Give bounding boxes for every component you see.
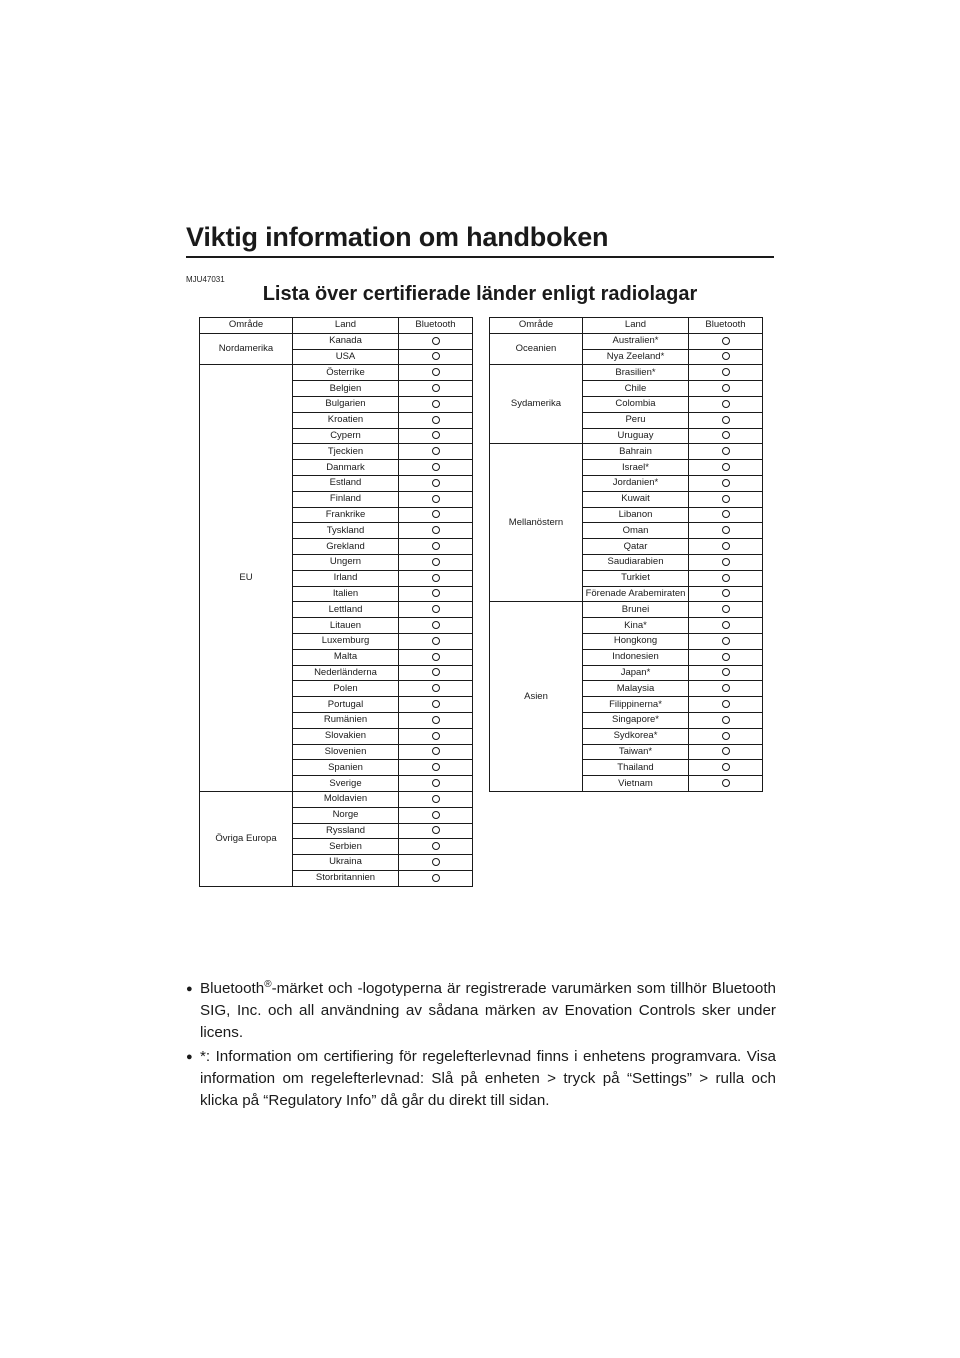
- country-cell: Uruguay: [583, 428, 689, 444]
- bluetooth-cell: [689, 776, 763, 792]
- certified-circle-icon: [722, 542, 730, 550]
- bullet-icon: ●: [186, 1051, 193, 1063]
- certified-circle-icon: [722, 352, 730, 360]
- bluetooth-cell: [399, 475, 473, 491]
- country-cell: Ryssland: [293, 823, 399, 839]
- country-cell: Grekland: [293, 539, 399, 555]
- country-cell: Slovenien: [293, 744, 399, 760]
- country-cell: Australien*: [583, 333, 689, 349]
- region-cell: EU: [200, 365, 293, 792]
- country-cell: Bahrain: [583, 444, 689, 460]
- certified-circle-icon: [432, 700, 440, 708]
- country-cell: Nya Zeeland*: [583, 349, 689, 365]
- bluetooth-cell: [399, 791, 473, 807]
- bluetooth-cell: [399, 807, 473, 823]
- bluetooth-cell: [399, 697, 473, 713]
- bluetooth-cell: [399, 554, 473, 570]
- table-row: [490, 365, 763, 381]
- bluetooth-cell: [689, 475, 763, 491]
- certified-circle-icon: [432, 510, 440, 518]
- table-row: [490, 333, 763, 349]
- country-cell: Lettland: [293, 602, 399, 618]
- bluetooth-cell: [399, 776, 473, 792]
- country-cell: Polen: [293, 681, 399, 697]
- certified-circle-icon: [722, 510, 730, 518]
- table-row: [200, 365, 473, 381]
- note-bluetooth-trademark: [186, 978, 776, 1044]
- note1-rest: -märket och -logotyperna är registrerade varumärken som tillhör Bluetooth SIG, Inc. och all användning av sådana märken av Enovation Controls sker under licens.: [200, 980, 776, 1041]
- bluetooth-cell: [689, 365, 763, 381]
- country-cell: Qatar: [583, 539, 689, 555]
- certified-circle-icon: [432, 668, 440, 676]
- certified-circle-icon: [722, 700, 730, 708]
- note-text: [200, 978, 776, 1044]
- bluetooth-cell: [399, 839, 473, 855]
- header-country: Land: [583, 318, 689, 334]
- bluetooth-cell: [399, 570, 473, 586]
- certified-circle-icon: [432, 542, 440, 550]
- bluetooth-cell: [689, 633, 763, 649]
- bluetooth-cell: [399, 744, 473, 760]
- certified-circle-icon: [722, 574, 730, 582]
- certified-circle-icon: [722, 558, 730, 566]
- certified-circle-icon: [432, 337, 440, 345]
- bluetooth-cell: [399, 870, 473, 886]
- country-cell: Jordanien*: [583, 475, 689, 491]
- country-cell: Moldavien: [293, 791, 399, 807]
- header-region: Område: [200, 318, 293, 334]
- country-cell: Singapore*: [583, 712, 689, 728]
- certified-circle-icon: [722, 384, 730, 392]
- bluetooth-cell: [399, 412, 473, 428]
- bluetooth-cell: [689, 349, 763, 365]
- certified-circle-icon: [722, 495, 730, 503]
- table-header-row: [200, 318, 473, 334]
- certified-circle-icon: [432, 842, 440, 850]
- country-cell: Kuwait: [583, 491, 689, 507]
- header-bluetooth: Bluetooth: [399, 318, 473, 334]
- region-cell: Mellanöstern: [490, 444, 583, 602]
- country-cell: Irland: [293, 570, 399, 586]
- certified-circle-icon: [432, 400, 440, 408]
- certified-circle-icon: [432, 558, 440, 566]
- bluetooth-cell: [399, 428, 473, 444]
- document-code: MJU47031: [186, 275, 225, 284]
- note-text: *: Information om certifiering för regelefterlevnad finns i enhetens programvara. Visa information om regelefterlevnad: Slå på enheten > tryck på “Settings” > rulla och klicka på “Regulatory Info” då går du direkt till sidan.: [200, 1048, 776, 1109]
- certified-circle-icon: [722, 621, 730, 629]
- certified-circle-icon: [432, 495, 440, 503]
- bluetooth-cell: [689, 728, 763, 744]
- certified-circle-icon: [432, 589, 440, 597]
- certified-circle-icon: [432, 368, 440, 376]
- certified-circle-icon: [432, 431, 440, 439]
- bluetooth-cell: [689, 523, 763, 539]
- country-cell: Colombia: [583, 396, 689, 412]
- country-cell: Malta: [293, 649, 399, 665]
- country-cell: Sydkorea*: [583, 728, 689, 744]
- bluetooth-cell: [689, 539, 763, 555]
- bluetooth-cell: [399, 365, 473, 381]
- bluetooth-cell: [689, 381, 763, 397]
- bluetooth-cell: [689, 744, 763, 760]
- bluetooth-cell: [399, 618, 473, 634]
- country-cell: Danmark: [293, 460, 399, 476]
- bluetooth-cell: [399, 539, 473, 555]
- bluetooth-cell: [689, 586, 763, 602]
- bluetooth-cell: [399, 523, 473, 539]
- country-cell: Sverige: [293, 776, 399, 792]
- country-cell: Belgien: [293, 381, 399, 397]
- certified-circle-icon: [432, 874, 440, 882]
- certified-circle-icon: [432, 352, 440, 360]
- certified-circle-icon: [722, 732, 730, 740]
- certified-circle-icon: [432, 526, 440, 534]
- bluetooth-cell: [689, 760, 763, 776]
- certified-circle-icon: [432, 621, 440, 629]
- certified-circle-icon: [722, 416, 730, 424]
- certified-circle-icon: [432, 463, 440, 471]
- certified-circle-icon: [432, 447, 440, 455]
- country-cell: Norge: [293, 807, 399, 823]
- country-cell: Peru: [583, 412, 689, 428]
- country-cell: Japan*: [583, 665, 689, 681]
- certified-circle-icon: [722, 337, 730, 345]
- country-cell: Italien: [293, 586, 399, 602]
- header-bluetooth: Bluetooth: [689, 318, 763, 334]
- bluetooth-cell: [399, 460, 473, 476]
- bluetooth-cell: [689, 602, 763, 618]
- bluetooth-cell: [399, 760, 473, 776]
- country-cell: Brunei: [583, 602, 689, 618]
- country-cell: Malaysia: [583, 681, 689, 697]
- country-cell: Indonesien: [583, 649, 689, 665]
- certified-circle-icon: [722, 526, 730, 534]
- bluetooth-cell: [689, 570, 763, 586]
- certified-circle-icon: [722, 400, 730, 408]
- certified-circle-icon: [722, 716, 730, 724]
- bluetooth-cell: [689, 554, 763, 570]
- bluetooth-cell: [689, 665, 763, 681]
- certified-circle-icon: [722, 463, 730, 471]
- bluetooth-cell: [689, 491, 763, 507]
- bluetooth-cell: [399, 728, 473, 744]
- bluetooth-cell: [689, 428, 763, 444]
- page-title: Viktig information om handboken: [186, 222, 774, 258]
- country-cell: Oman: [583, 523, 689, 539]
- bluetooth-cell: [399, 649, 473, 665]
- country-cell: Förenade Arabemiraten: [583, 586, 689, 602]
- bluetooth-cell: [689, 507, 763, 523]
- country-cell: Kanada: [293, 333, 399, 349]
- bluetooth-cell: [689, 412, 763, 428]
- certified-circle-icon: [432, 747, 440, 755]
- country-cell: Saudiarabien: [583, 554, 689, 570]
- bluetooth-cell: [689, 712, 763, 728]
- certified-circle-icon: [722, 684, 730, 692]
- bluetooth-cell: [399, 586, 473, 602]
- country-cell: Turkiet: [583, 570, 689, 586]
- table-row: [490, 602, 763, 618]
- certified-circle-icon: [432, 605, 440, 613]
- certified-circle-icon: [432, 684, 440, 692]
- bluetooth-cell: [399, 633, 473, 649]
- registered-mark: ®: [264, 978, 272, 990]
- certified-circle-icon: [722, 479, 730, 487]
- bluetooth-cell: [399, 381, 473, 397]
- country-cell: Filippinerna*: [583, 697, 689, 713]
- bluetooth-cell: [689, 649, 763, 665]
- certified-circle-icon: [432, 858, 440, 866]
- country-cell: Serbien: [293, 839, 399, 855]
- country-cell: Kroatien: [293, 412, 399, 428]
- country-cell: Israel*: [583, 460, 689, 476]
- country-cell: Hongkong: [583, 633, 689, 649]
- country-cell: Ungern: [293, 554, 399, 570]
- table-row: [200, 333, 473, 349]
- country-cell: Thailand: [583, 760, 689, 776]
- bluetooth-cell: [399, 491, 473, 507]
- bluetooth-cell: [689, 396, 763, 412]
- bluetooth-cell: [689, 333, 763, 349]
- country-cell: Storbritannien: [293, 870, 399, 886]
- certified-circle-icon: [432, 637, 440, 645]
- country-cell: Brasilien*: [583, 365, 689, 381]
- bluetooth-cell: [399, 823, 473, 839]
- country-cell: Österrike: [293, 365, 399, 381]
- table-row: [200, 791, 473, 807]
- bluetooth-cell: [399, 681, 473, 697]
- country-cell: Cypern: [293, 428, 399, 444]
- bluetooth-cell: [689, 681, 763, 697]
- table-row: [490, 444, 763, 460]
- certified-circle-icon: [722, 605, 730, 613]
- country-cell: Slovakien: [293, 728, 399, 744]
- bluetooth-cell: [689, 460, 763, 476]
- country-cell: USA: [293, 349, 399, 365]
- country-cell: Luxemburg: [293, 633, 399, 649]
- bluetooth-cell: [399, 855, 473, 871]
- certified-circle-icon: [432, 763, 440, 771]
- region-cell: Övriga Europa: [200, 791, 293, 886]
- note-certification-info: [186, 1046, 776, 1112]
- country-cell: Ukraina: [293, 855, 399, 871]
- bluetooth-cell: [399, 665, 473, 681]
- certified-circle-icon: [722, 747, 730, 755]
- country-cell: Tjeckien: [293, 444, 399, 460]
- table-header-row: [490, 318, 763, 334]
- region-cell: Sydamerika: [490, 365, 583, 444]
- country-cell: Tyskland: [293, 523, 399, 539]
- certified-circle-icon: [722, 447, 730, 455]
- country-cell: Litauen: [293, 618, 399, 634]
- certification-table-right: [489, 317, 763, 792]
- bluetooth-cell: [689, 444, 763, 460]
- country-cell: Taiwan*: [583, 744, 689, 760]
- certified-circle-icon: [722, 368, 730, 376]
- bluetooth-cell: [399, 333, 473, 349]
- bullet-icon: ●: [186, 983, 193, 995]
- certified-circle-icon: [432, 653, 440, 661]
- certified-circle-icon: [432, 716, 440, 724]
- header-region: Område: [490, 318, 583, 334]
- certified-circle-icon: [722, 653, 730, 661]
- header-country: Land: [293, 318, 399, 334]
- region-cell: Asien: [490, 602, 583, 792]
- certified-circle-icon: [432, 795, 440, 803]
- certified-circle-icon: [432, 779, 440, 787]
- bluetooth-cell: [689, 697, 763, 713]
- bluetooth-cell: [399, 396, 473, 412]
- section-title: Lista över certifierade länder enligt radiolagar: [262, 283, 698, 305]
- country-cell: Rumänien: [293, 712, 399, 728]
- bluetooth-cell: [689, 618, 763, 634]
- bluetooth-cell: [399, 712, 473, 728]
- certified-circle-icon: [722, 763, 730, 771]
- country-cell: Estland: [293, 475, 399, 491]
- certified-circle-icon: [722, 431, 730, 439]
- certified-circle-icon: [432, 416, 440, 424]
- country-cell: Kina*: [583, 618, 689, 634]
- certified-circle-icon: [432, 479, 440, 487]
- bluetooth-cell: [399, 349, 473, 365]
- certified-circle-icon: [432, 574, 440, 582]
- country-cell: Bulgarien: [293, 396, 399, 412]
- certified-circle-icon: [432, 384, 440, 392]
- country-cell: Libanon: [583, 507, 689, 523]
- bluetooth-cell: [399, 507, 473, 523]
- country-cell: Portugal: [293, 697, 399, 713]
- country-cell: Chile: [583, 381, 689, 397]
- notes-list: [186, 978, 776, 1114]
- bluetooth-cell: [399, 602, 473, 618]
- certified-circle-icon: [722, 779, 730, 787]
- certified-circle-icon: [432, 811, 440, 819]
- certified-circle-icon: [722, 668, 730, 676]
- country-cell: Finland: [293, 491, 399, 507]
- note1-prefix: Bluetooth: [200, 980, 265, 997]
- country-cell: Vietnam: [583, 776, 689, 792]
- region-cell: Nordamerika: [200, 333, 293, 365]
- country-cell: Frankrike: [293, 507, 399, 523]
- country-cell: Nederländerna: [293, 665, 399, 681]
- bluetooth-cell: [399, 444, 473, 460]
- certified-circle-icon: [432, 732, 440, 740]
- certified-circle-icon: [722, 637, 730, 645]
- certified-circle-icon: [722, 589, 730, 597]
- certified-circle-icon: [432, 826, 440, 834]
- country-cell: Spanien: [293, 760, 399, 776]
- certification-table-left: [199, 317, 473, 887]
- region-cell: Oceanien: [490, 333, 583, 365]
